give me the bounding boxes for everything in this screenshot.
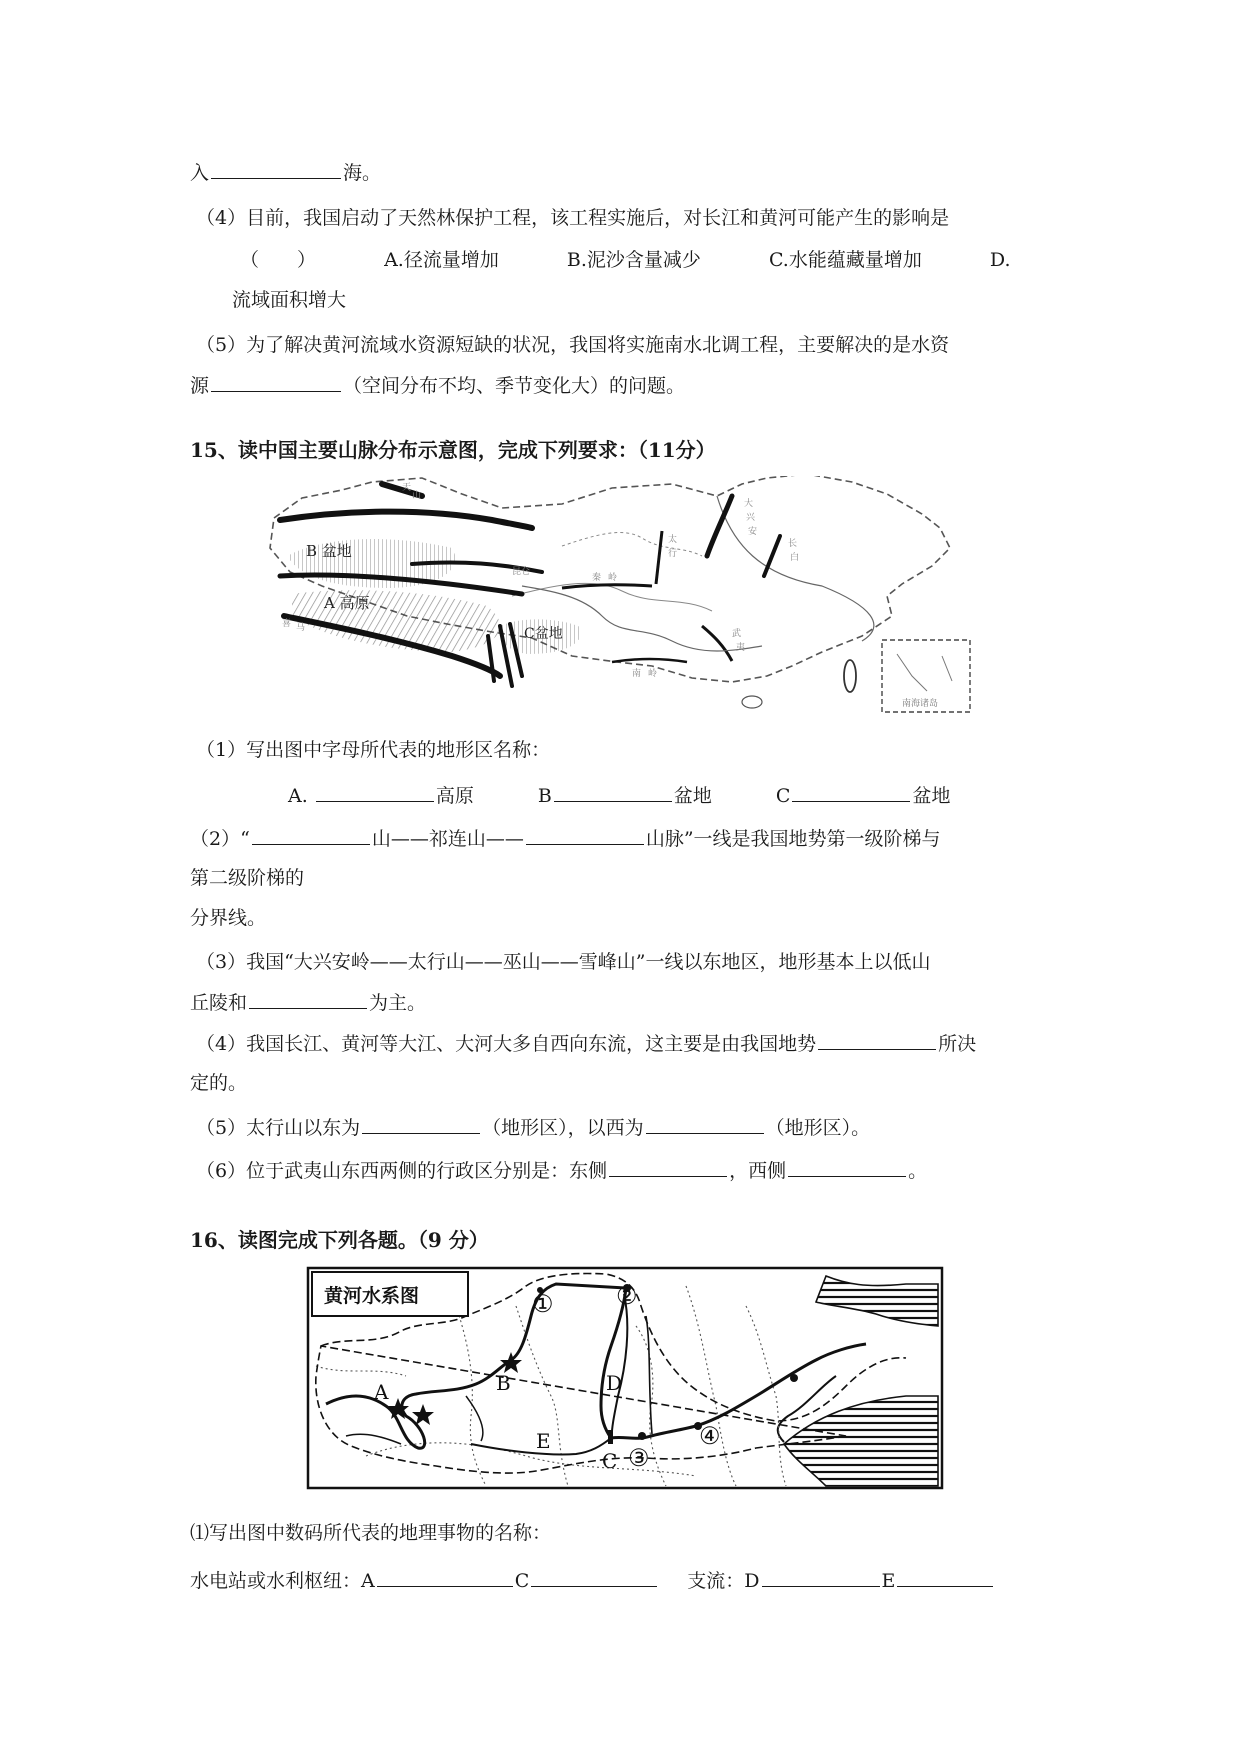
text: 入 xyxy=(190,162,210,184)
faint-label: 岭 xyxy=(608,573,618,583)
q15-2-line1 xyxy=(190,824,941,853)
text: 丘陵和 xyxy=(190,992,248,1014)
nanling-range xyxy=(612,659,687,662)
group-a xyxy=(288,781,474,810)
faint-label: 兴 xyxy=(746,513,756,523)
label-d: D xyxy=(606,1371,623,1395)
blank-west-taihang[interactable] xyxy=(646,1113,764,1134)
answer-paren[interactable]: （ ） xyxy=(240,249,317,271)
blank-kunlun[interactable] xyxy=(252,824,370,845)
blank-sea[interactable] xyxy=(211,158,341,179)
blank-plain[interactable] xyxy=(249,988,367,1009)
q14-5-stem: （5）为了解决黄河流域水资源短缺的状况，我国将实施南水北调工程，主要解决的是水资 xyxy=(196,334,950,356)
blank-hydro-c[interactable] xyxy=(531,1566,657,1587)
q15-4-line2: 定的。 xyxy=(190,1072,248,1094)
q15-1-stem: （1）写出图中字母所代表的地形区名称： xyxy=(196,739,551,761)
text: ，西侧 xyxy=(729,1160,787,1182)
blank-trib-e[interactable] xyxy=(897,1566,993,1587)
blank-west-side[interactable] xyxy=(788,1156,906,1177)
group-c xyxy=(776,781,951,810)
blank-east-side[interactable] xyxy=(609,1156,727,1177)
tianshan-range xyxy=(280,512,532,528)
faint-label: 秦 xyxy=(592,573,602,583)
faint-label: 喜 xyxy=(282,619,292,629)
text: （2）“ xyxy=(190,828,250,850)
label-2: ② xyxy=(616,1282,638,1310)
q15-heading: 15、读中国主要山脉分布示意图，完成下列要求：（11分） xyxy=(190,438,716,462)
text: B xyxy=(537,785,552,807)
text: 水电站或水利枢纽：A xyxy=(190,1570,375,1592)
q15-3-stem: （3）我国“大兴安岭——太行山——巫山——雪峰山”一线以东地区，地形基本上以低山 xyxy=(196,951,931,973)
text: （6）位于武夷山东西两侧的行政区分别是：东侧 xyxy=(196,1160,608,1182)
taiwan-shape xyxy=(844,660,856,692)
yellow-river-map xyxy=(306,1266,946,1492)
text: 山——祁连山—— xyxy=(371,828,524,850)
svg-text:南海诸岛: 南海诸岛 xyxy=(902,699,939,709)
text: 高原 xyxy=(435,785,474,807)
faint-label: 昆仑 xyxy=(512,567,531,577)
group-b xyxy=(538,781,712,810)
option-d-cont: 流域面积增大 xyxy=(232,289,347,311)
faint-label: 安 xyxy=(748,527,758,537)
q14-4-options xyxy=(240,246,1011,274)
qinling-range xyxy=(562,585,652,588)
option-d: D. xyxy=(989,249,1011,271)
text: 支流：D xyxy=(687,1570,760,1592)
blank-hydro-a[interactable] xyxy=(377,1566,513,1587)
q16-1-answers xyxy=(190,1566,995,1595)
faint-label: 白 xyxy=(790,553,800,563)
q15-1-answers xyxy=(288,781,1008,810)
text: 。 xyxy=(908,1160,928,1182)
q15-3-line2 xyxy=(190,988,426,1017)
q14-line-sea xyxy=(190,158,381,187)
wuyi-range xyxy=(702,626,732,661)
text: 所决 xyxy=(938,1033,977,1055)
q15-4-line1 xyxy=(196,1029,976,1058)
faint-label: 南 xyxy=(632,669,642,679)
faint-label: 天 xyxy=(402,483,412,493)
faint-label: 武 xyxy=(732,629,742,639)
label-b: B xyxy=(496,1371,511,1395)
blank-c[interactable] xyxy=(792,781,910,802)
label-basin-c: C盆地 xyxy=(524,626,563,642)
text: （5）太行山以东为 xyxy=(196,1117,361,1139)
faint-label: 岭 xyxy=(648,669,658,679)
text: 海。 xyxy=(343,162,382,184)
text: 为主。 xyxy=(369,992,427,1014)
taihang-range xyxy=(656,531,662,584)
label-1: ① xyxy=(532,1290,554,1318)
faint-label: 夷 xyxy=(736,643,746,653)
option-b: B.泥沙含量减少 xyxy=(566,249,701,271)
text: 盆地 xyxy=(912,785,951,807)
faint-label: 大 xyxy=(744,499,754,509)
label-c: C xyxy=(602,1449,618,1473)
blank-trib-d[interactable] xyxy=(762,1566,880,1587)
q15-2-line2: 第二级阶梯的 xyxy=(190,867,305,889)
faint-label: 长 xyxy=(788,539,798,549)
label-3: ③ xyxy=(628,1444,650,1472)
text: 源 xyxy=(190,375,210,397)
text: 山脉”一线是我国地势第一级阶梯与 xyxy=(645,828,941,850)
text: E xyxy=(881,1570,896,1592)
q14-5-line2 xyxy=(190,371,685,400)
option-c: C.水能蕴藏量增加 xyxy=(768,249,922,271)
q14-4-stem: （4）目前，我国启动了天然林保护工程，该工程实施后，对长江和黄河可能产生的影响是 xyxy=(196,207,950,229)
faint-label: 马 xyxy=(296,623,306,633)
option-a: A.径流量增加 xyxy=(384,249,499,271)
q15-2-line3: 分界线。 xyxy=(190,907,267,929)
label-a: A xyxy=(374,1380,389,1404)
text: C xyxy=(514,1570,530,1592)
text: （4）我国长江、黄河等大江、大河大多自西向东流，这主要是由我国地势 xyxy=(196,1033,817,1055)
text: （地形区），以西为 xyxy=(482,1117,644,1139)
faint-label: 山 xyxy=(412,491,422,501)
text: 盆地 xyxy=(673,785,712,807)
faint-label: 太 xyxy=(668,535,678,545)
yellow-river-map-title: 黄河水系图 xyxy=(324,1285,420,1307)
label-plateau-a: A 高原 xyxy=(324,594,370,612)
blank-a[interactable] xyxy=(316,781,434,802)
text: （地形区）。 xyxy=(765,1117,871,1139)
faint-label: 行 xyxy=(668,549,678,559)
label-4: ④ xyxy=(699,1422,721,1450)
q16-1-stem: ⑴写出图中数码所代表的地理事物的名称： xyxy=(190,1522,552,1544)
label-e: E xyxy=(536,1429,551,1453)
text: （空间分布不均、季节变化大）的问题。 xyxy=(343,375,686,397)
text: C xyxy=(775,785,791,807)
text: A. xyxy=(288,785,308,807)
blank-east-taihang[interactable] xyxy=(362,1113,480,1134)
blank-b[interactable] xyxy=(554,781,672,802)
q16-heading: 16、读图完成下列各题。（9 分） xyxy=(190,1228,489,1252)
label-basin-b: B 盆地 xyxy=(306,542,352,560)
q15-5-line xyxy=(196,1113,870,1142)
blank-water[interactable] xyxy=(211,371,341,392)
blank-terrain[interactable] xyxy=(818,1029,936,1050)
blank-hengduan[interactable] xyxy=(526,824,644,845)
q15-6-line xyxy=(196,1156,927,1185)
china-mountain-map xyxy=(262,476,974,716)
